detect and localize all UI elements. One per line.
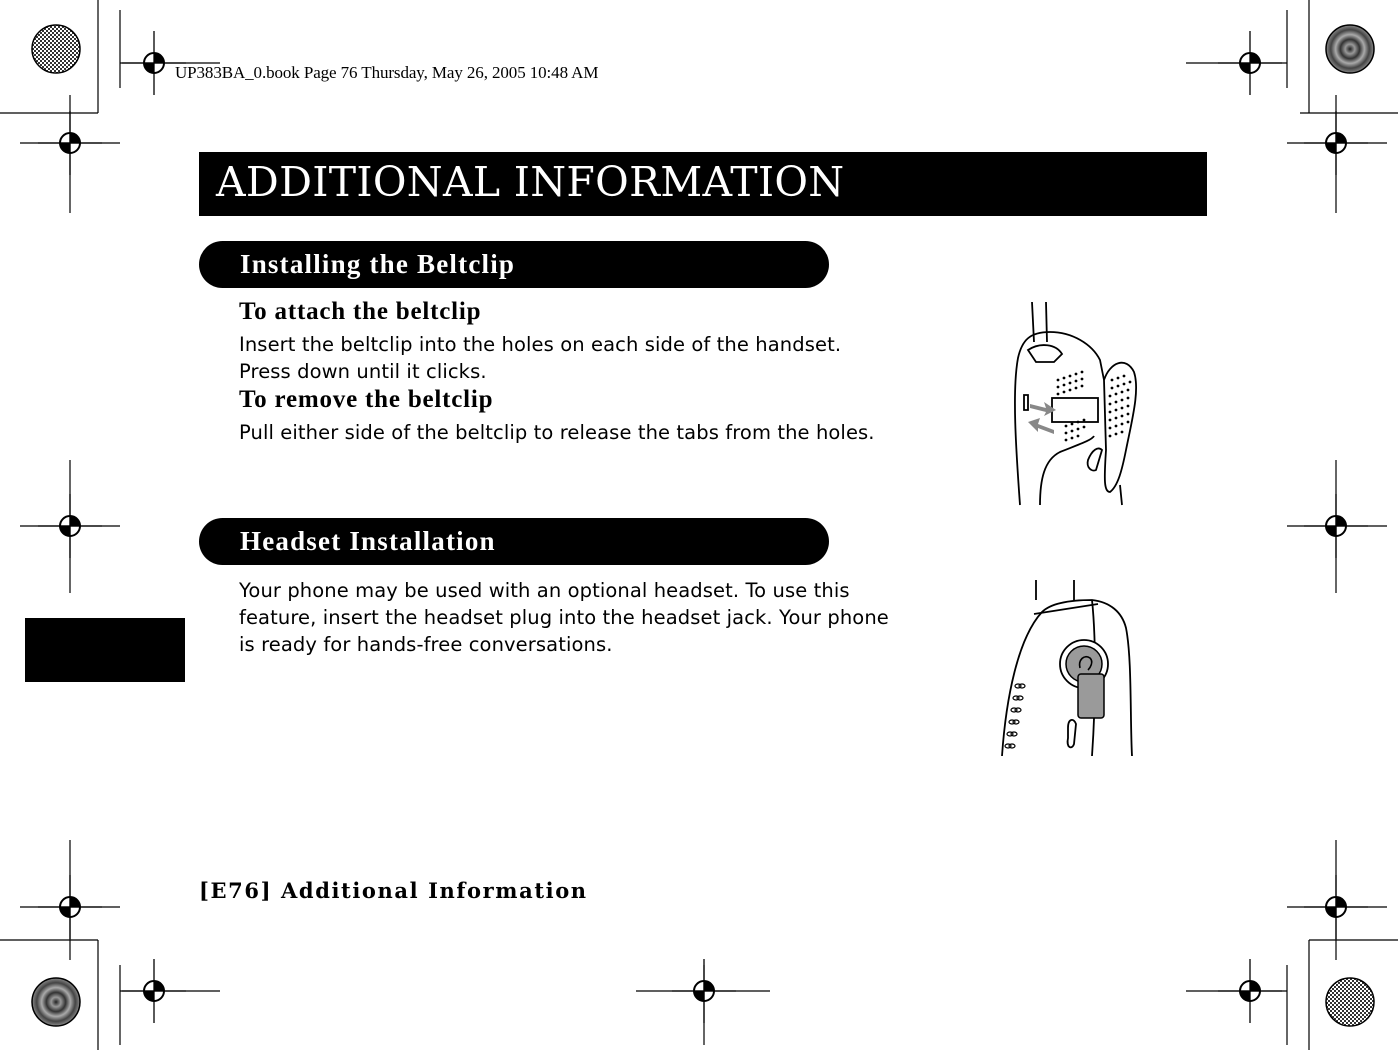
subheading-attach: To attach the beltclip	[239, 298, 482, 325]
body-line: Your phone may be used with an optional headset. To use this	[239, 579, 850, 602]
subheading-remove: To remove the beltclip	[239, 386, 494, 413]
body-line: Insert the beltclip into the holes on each side of the handset.	[239, 333, 842, 356]
headset-jack-illustration	[998, 578, 1138, 758]
body-line: feature, insert the headset plug into the headset jack. Your phone	[239, 606, 889, 629]
body-line: Press down until it clicks.	[239, 360, 487, 383]
section-heading-text: Installing the Beltclip	[240, 249, 516, 279]
section-heading-text: Headset Installation	[240, 526, 496, 556]
page-title: ADDITIONAL INFORMATION	[216, 158, 845, 206]
beltclip-illustration	[1000, 300, 1140, 506]
page-footer: [E76] Additional Information	[199, 878, 588, 903]
book-header: UP383BA_0.book Page 76 Thursday, May 26, 2005 10:48 AM	[175, 63, 599, 82]
page-title-bar	[199, 152, 1207, 216]
chapter-tab	[25, 618, 185, 682]
body-line: Pull either side of the beltclip to release the tabs from the holes.	[239, 421, 875, 444]
body-line: is ready for hands-free conversations.	[239, 633, 613, 656]
section-heading-beltclip	[199, 241, 829, 288]
section-heading-headset	[199, 518, 829, 565]
